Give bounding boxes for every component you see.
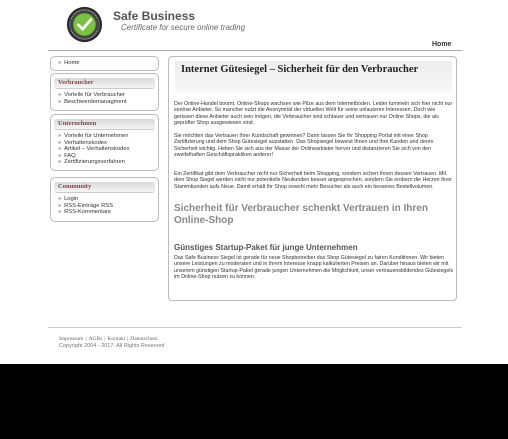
sidebar-item-zertifizierungsverfahren[interactable]: » Zertifizierungsverfahren — [51, 159, 158, 166]
footer-separator: | — [104, 336, 106, 342]
footer-link-kontakt[interactable]: Kontakt — [107, 336, 126, 342]
sidebar-item-artikel-verhaltenskodex[interactable]: » Artikel – Verhaltenskodex — [51, 146, 158, 153]
sidebar-home-box — [50, 56, 159, 71]
site-tagline: Certificate for secure online trading — [121, 23, 246, 32]
main-content — [168, 56, 457, 301]
content-paragraph: Der Online-Handel boomt. Online-Shops wachsen wie Pilze aus dem Internetboden. Leider tummeln sich hier nicht nur seriöse Anbieter. So mancher nutzt die Anonymität der virtuellen Welt für seine unlauteren Interessen. Doch wie gerissen diese Anbieter auch sein mögen, die Verbraucher sind schlauer und vertrauen nur Online Shops, die als geprüfter Shop ausgewiesen sind. — [174, 101, 453, 126]
sidebar-community-box — [50, 177, 159, 222]
sidebar-item-beschwerdemanagment[interactable]: » Beschwerdemanagment — [51, 99, 158, 106]
check-seal-icon — [66, 6, 103, 43]
sidebar-item-rss-entries[interactable]: » RSS-Einträge RSS — [51, 203, 158, 210]
sidebar-item-faq[interactable]: » FAQ — [51, 153, 158, 160]
sidebar-heading-unternehmen: Unternehmen — [54, 119, 155, 130]
sidebar-item-verhaltenskodex[interactable]: » Verhaltenskodex — [51, 140, 158, 147]
sidebar-item-login[interactable]: » Login — [51, 196, 158, 203]
top-nav-home-link[interactable]: Home — [432, 41, 452, 48]
footer-link-datenschutz[interactable]: Datenschutz — [130, 336, 158, 342]
footer-links — [59, 336, 157, 342]
footer-link-impressum[interactable]: Impressum — [59, 336, 84, 342]
sidebar-verbraucher-box — [50, 73, 159, 111]
page-title: Internet Gütesiegel – Sicherheit für den Verbraucher — [175, 61, 452, 93]
sidebar-heading-verbraucher: Verbraucher — [54, 78, 155, 89]
site-title: Safe Business — [113, 9, 196, 23]
subsection-heading: Günstiges Startup-Paket für junge Unternehmen — [174, 243, 358, 252]
footer-divider — [48, 327, 462, 328]
sidebar-item-vorteile-verbraucher[interactable]: » Vorteile für Verbraucher — [51, 92, 158, 99]
footer-separator: | — [127, 336, 129, 342]
sidebar-heading-community: Community — [54, 182, 155, 193]
content-paragraph: Ein Zertifikat gibt dem Verbraucher nicht nur Sicherheit beim Shopping, sondern sichert Ihnen dessen Vertrauen. Mit dem Shop Siegel werden nicht nur potentielle Neukunden besser angesprochen, sondern Sie erobern die Herzen Ihrer Stammkunden aufs Neue. Damit erhält Ihr Shop sowohl mehr Besucher als auch ein besseres Bestellvolumen. — [174, 171, 452, 190]
section-heading: Sicherheit für Verbraucher schenkt Vertrauen in Ihren Online-Shop — [174, 203, 428, 226]
content-paragraph: Das Safe Business Siegel ist gerade für neue Shopbetreiber das Shop Gütesiegel zu fairen Konditionen. Wir bieten unsere Leistungen zu moderaten und in Ihrem Interesse knapp kalkulierten Preisen an. Darüber hinaus bieten wir mit unserem günstigen Startup-Paket gerade jungen Unternehmen die Möglichkeit, unser vertrauensbildendes Gütesiegels im Online-Shop nutzen zu können. — [174, 255, 454, 280]
content-paragraph: Sie möchten das Vertrauen Ihrer Kundschaft gewinnen? Dann lassen Sie Ihr Shopping Portal mit einer Shop Zertifizierung und dem Shop Gütesiegel ausstatten. Das Shopsiegel beweist Ihnen und Ihre Kunden und deren Sicherheit wichtig. Heben Sie sich aus der Masse der Onlinearbieter hervor und distanzieren Sie sich von den zweifelhaften Geschäftspraktiken anderer! — [174, 133, 434, 158]
sidebar-item-home[interactable]: » Home — [51, 60, 158, 67]
sidebar-item-rss-comments[interactable]: » RSS-Kommentare — [51, 209, 158, 216]
header-divider — [48, 50, 462, 51]
sidebar-item-vorteile-unternehmen[interactable]: » Vorteile für Unternehmen — [51, 133, 158, 140]
footer-separator: | — [85, 336, 87, 342]
footer-link-agbs[interactable]: AGBs — [88, 336, 103, 342]
copyright-text: Copyright 2004 - 2017. All Rights Reserved — [59, 343, 165, 349]
sidebar-unternehmen-box — [50, 114, 159, 171]
